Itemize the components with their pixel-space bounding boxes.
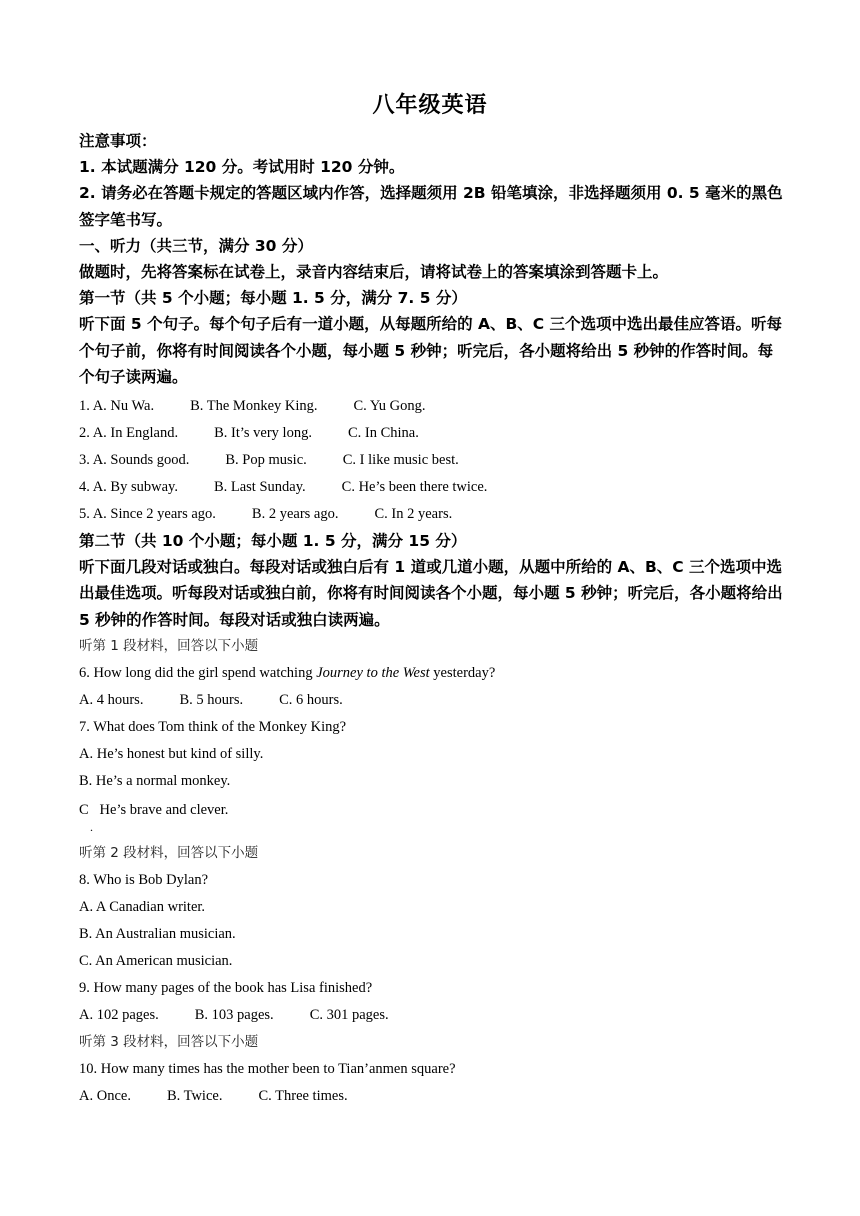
question-4-option-c: C. He’s been there twice.: [341, 478, 488, 495]
question-3-option-a: 3. A. Sounds good.: [79, 451, 190, 468]
question-9-option-c: C. 301 pages.: [309, 1007, 389, 1023]
question-3: [79, 447, 784, 474]
question-3-option-c: C. I like music best.: [342, 451, 459, 468]
question-4: [79, 474, 784, 501]
question-9: 9. How many pages of the book has Lisa finished?: [79, 980, 373, 996]
question-7: 7. What does Tom think of the Monkey King?: [79, 719, 347, 735]
question-10-option-b: B. Twice.: [166, 1088, 223, 1104]
notice-item-1: 1. 本试题满分 120 分。考试用时 120 分钟。: [79, 158, 405, 176]
question-10-option-a: A. Once.: [79, 1088, 131, 1104]
question-7-option-a: A. He’s honest but kind of silly.: [79, 746, 264, 762]
question-10: 10. How many times has the mother been to Tian’anmen square?: [79, 1061, 456, 1077]
question-6-text-pre: 6. How long did the girl spend watching: [79, 665, 317, 681]
part1-instruction: 做题时，先将答案标在试卷上，录音内容结束后，请将试卷上的答案填涂到答题卡上。: [79, 263, 669, 281]
spacer: [79, 824, 784, 840]
section2-heading: 第二节（共 10 个小题；每小题 1. 5 分，满分 15 分）: [79, 531, 467, 550]
question-6-option-c: C. 6 hours.: [279, 692, 343, 708]
section1-instruction: 听下面 5 个句子。每个句子后有一道小题，从每题所给的 A、B、C 三个选项中选出最佳应答语。听每个句子前，你将有时间阅读各个小题，每小题 5 秒钟；听完后，各小题将给出 5 秒钟的作答时间。每个句子读两遍。: [79, 315, 783, 386]
question-2-option-a: 2. A. In England.: [79, 424, 179, 441]
question-8: 8. Who is Bob Dylan?: [79, 872, 209, 888]
notice-item-2: 2. 请务必在答题卡规定的答题区域内作答，选择题须用 2B 铅笔填涂，非选择题须用 0. 5 毫米的黑色签字笔书写。: [79, 184, 783, 229]
question-7-option-c: [79, 797, 784, 834]
question-8-option-a: A. A Canadian writer.: [79, 899, 206, 915]
material-2-label: 听第 2 段材料，回答以下小题: [79, 845, 259, 861]
question-4-option-a: 4. A. By subway.: [79, 478, 178, 495]
material-1-label: 听第 1 段材料，回答以下小题: [79, 638, 259, 654]
question-2-option-b: B. It’s very long.: [214, 424, 312, 441]
question-5-option-c: C. In 2 years.: [374, 505, 453, 522]
question-5-option-b: B. 2 years ago.: [251, 505, 339, 522]
question-1-option-a: 1. A. Nu Wa.: [79, 397, 155, 414]
question-8-option-c: C. An American musician.: [79, 953, 233, 969]
question-4-option-b: B. Last Sunday.: [213, 478, 306, 495]
question-5-option-a: 5. A. Since 2 years ago.: [79, 505, 216, 522]
question-10-options: [79, 1083, 784, 1110]
exam-content: [79, 128, 784, 1110]
question-10-option-c: C. Three times.: [258, 1088, 348, 1104]
question-6: [79, 660, 784, 687]
question-1-option-b: B. The Monkey King.: [190, 397, 318, 414]
part1-heading: 一、听力（共三节，满分 30 分）: [79, 237, 313, 255]
question-7-option-b: B. He’s a normal monkey.: [79, 773, 231, 789]
question-2-option-c: C. In China.: [347, 424, 419, 441]
question-3-option-b: B. Pop music.: [225, 451, 307, 468]
question-6-option-a: A. 4 hours.: [79, 692, 144, 708]
question-9-options: [79, 1002, 784, 1029]
question-7-option-c-dot: .: [90, 820, 93, 834]
section1-questions: [79, 393, 784, 528]
question-1-option-c: C. Yu Gong.: [353, 397, 426, 414]
section2-instruction: 听下面几段对话或独白。每段对话或独白后有 1 道或几道小题，从题中所给的 A、B、C 三个选项中选出最佳选项。听每段对话或独白前，你将有时间阅读各个小题，每小题 5 秒钟；听完后，各小题将给出 5 秒钟的作答时间。每段对话或独白读两遍。: [79, 557, 783, 629]
question-5: [79, 501, 784, 528]
question-8-option-b: B. An Australian musician.: [79, 926, 236, 942]
question-7-option-c-text: He’s brave and clever.: [99, 802, 229, 818]
question-7-option-c-letter: C: [79, 802, 89, 818]
notice-heading: 注意事项：: [79, 132, 157, 150]
section1-heading: 第一节（共 5 个小题；每小题 1. 5 分，满分 7. 5 分）: [79, 289, 467, 307]
question-2: [79, 420, 784, 447]
material-3-label: 听第 3 段材料，回答以下小题: [79, 1034, 259, 1050]
question-1: [79, 393, 784, 420]
question-6-text-post: yesterday?: [429, 665, 496, 681]
question-6-options: [79, 687, 784, 714]
page-title: 八年级英语: [372, 93, 488, 118]
question-9-option-b: B. 103 pages.: [194, 1007, 274, 1023]
question-6-book-title: Journey to the West: [316, 665, 430, 681]
question-6-option-b: B. 5 hours.: [179, 692, 244, 708]
question-9-option-a: A. 102 pages.: [79, 1007, 159, 1023]
